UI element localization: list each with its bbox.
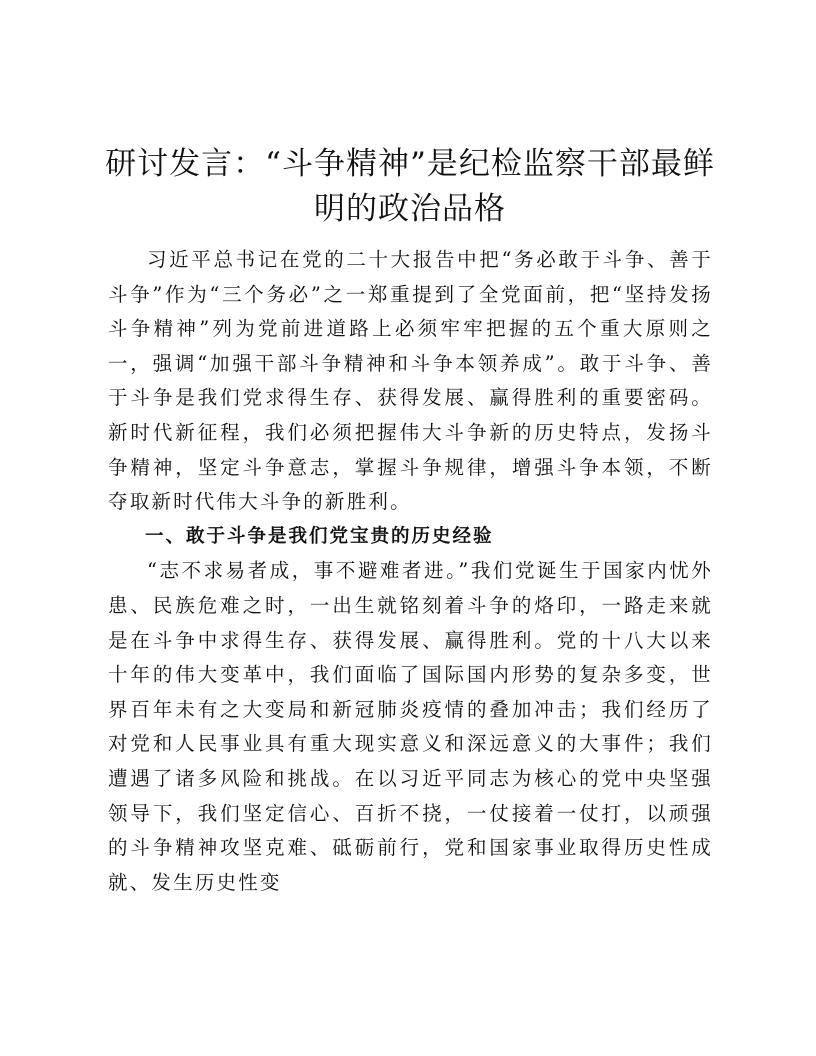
- body-paragraph: “志不求易者成，事不避难者进。”我们党诞生于国家内忧外患、民族危难之时，一出生就铭刻着斗争的烙印，一路走来就是在斗争中求得生存、获得发展、赢得胜利。党的十八大以来十年的伟大变革中，我们面临了国际国内形势的复杂多变，世界百年未有之大变局和新冠肺炎疫情的叠加冲击；我们经历了对党和人民事业具有重大现实意义和深远意义的大事件；我们遭遇了诸多风险和挑战。在以习近平同志为核心的党中央坚强领导下，我们坚定信心、百折不挠，一仗接着一仗打，以顽强的斗争精神攻坚克难、砥砺前行，党和国家事业取得历史性成就、发生历史性变: [108, 559, 713, 894]
- document-title: 研讨发言：“斗争精神”是纪检监察干部最鲜明的政治品格: [105, 146, 715, 227]
- document-body: [108, 243, 713, 900]
- intro-paragraph: 习近平总书记在党的二十大报告中把“务必敢于斗争、善于斗争”作为“三个务必”之一郑重提到了全党面前，把“坚持发扬斗争精神”列为党前进道路上必须牢牢把握的五个重大原则之一，强调“加强干部斗争精神和斗争本领养成”。敢于斗争、善于斗争是我们党求得生存、获得发展、赢得胜利的重要密码。新时代新征程，我们必须把握伟大斗争新的历史特点，发扬斗争精神，坚定斗争意志，掌握斗争规律，增强斗争本领，不断夺取新时代伟大斗争的新胜利。: [108, 248, 713, 514]
- section-heading: 一、敢于斗争是我们党宝贵的历史经验: [145, 525, 494, 547]
